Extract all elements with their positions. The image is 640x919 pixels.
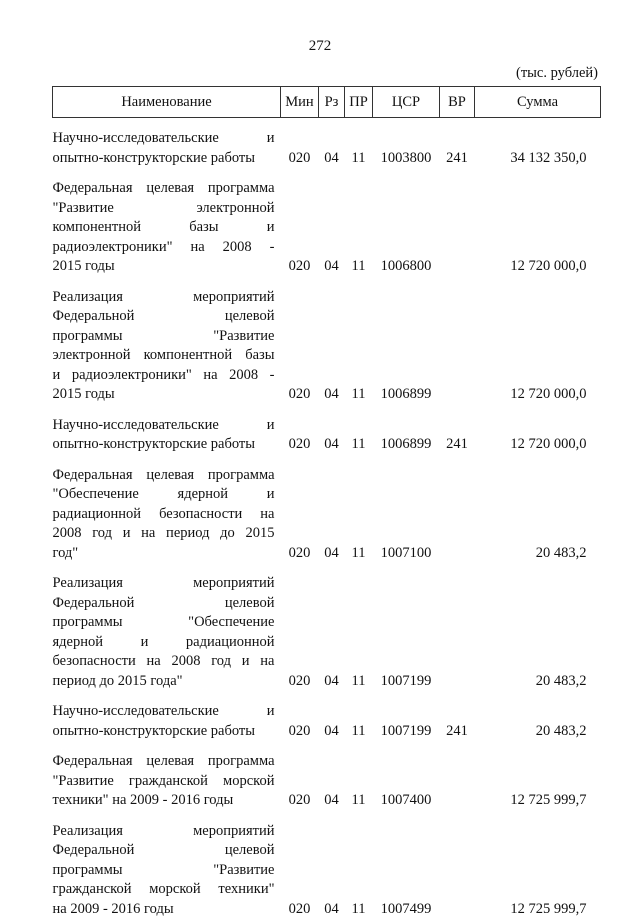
- row-pr: 11: [345, 118, 373, 169]
- row-min: 020: [281, 405, 319, 455]
- row-csr: 1007100: [373, 455, 440, 564]
- row-csr: 1006800: [373, 168, 440, 277]
- row-vr: [440, 455, 475, 564]
- header-min: Мин: [281, 87, 319, 118]
- row-rz: 04: [319, 563, 345, 691]
- name-line: Реализация мероприятий: [53, 822, 275, 842]
- row-vr: [440, 811, 475, 919]
- name-line: Научно-исследовательские и: [53, 416, 275, 436]
- row-sum: 12 725 999,7: [475, 741, 601, 811]
- row-name: [53, 811, 281, 919]
- row-csr: 1006899: [373, 405, 440, 455]
- name-line: программы "Развитие: [53, 861, 275, 881]
- row-sum: 34 132 350,0: [475, 118, 601, 169]
- row-rz: 04: [319, 168, 345, 277]
- name-line: опытно-конструкторские работы: [53, 435, 275, 455]
- row-name: [53, 741, 281, 811]
- table-header: [53, 87, 601, 118]
- row-sum: 20 483,2: [475, 455, 601, 564]
- name-line: программы "Обеспечение: [53, 613, 275, 633]
- row-vr: [440, 277, 475, 405]
- row-csr: 1007199: [373, 563, 440, 691]
- header-name: Наименование: [53, 87, 281, 118]
- header-rz: Рз: [319, 87, 345, 118]
- row-name: [53, 168, 281, 277]
- row-name: [53, 563, 281, 691]
- name-line: "Развитие гражданской морской: [53, 772, 275, 792]
- row-name: [53, 405, 281, 455]
- row-pr: 11: [345, 563, 373, 691]
- name-line: радиационной безопасности на: [53, 505, 275, 525]
- row-pr: 11: [345, 811, 373, 919]
- row-sum: 12 720 000,0: [475, 168, 601, 277]
- row-min: 020: [281, 741, 319, 811]
- row-vr: [440, 741, 475, 811]
- name-line: техники" на 2009 - 2016 годы: [53, 791, 275, 811]
- name-line: Научно-исследовательские и: [53, 702, 275, 722]
- row-rz: 04: [319, 118, 345, 169]
- row-min: 020: [281, 811, 319, 919]
- row-rz: 04: [319, 277, 345, 405]
- row-pr: 11: [345, 691, 373, 741]
- name-line: Реализация мероприятий: [53, 288, 275, 308]
- row-csr: 1007400: [373, 741, 440, 811]
- name-line: и радиоэлектроники" на 2008 -: [53, 366, 275, 386]
- name-line: 2015 годы: [53, 257, 275, 277]
- row-csr: 1007199: [373, 691, 440, 741]
- row-sum: 12 720 000,0: [475, 277, 601, 405]
- row-rz: 04: [319, 455, 345, 564]
- units-label: (тыс. рублей): [516, 65, 598, 82]
- name-line: компонентной базы и: [53, 218, 275, 238]
- page-number: 272: [0, 38, 640, 55]
- row-pr: 11: [345, 277, 373, 405]
- row-rz: 04: [319, 405, 345, 455]
- name-line: период до 2015 года": [53, 672, 275, 692]
- name-line: опытно-конструкторские работы: [53, 722, 275, 742]
- name-line: Федеральной целевой: [53, 841, 275, 861]
- name-line: Федеральной целевой: [53, 307, 275, 327]
- table-row: [53, 563, 601, 691]
- row-pr: 11: [345, 455, 373, 564]
- table-row: [53, 118, 601, 169]
- row-min: 020: [281, 118, 319, 169]
- name-line: 2015 годы: [53, 385, 275, 405]
- name-line: гражданской морской техники": [53, 880, 275, 900]
- row-min: 020: [281, 455, 319, 564]
- row-csr: 1007499: [373, 811, 440, 919]
- row-rz: 04: [319, 691, 345, 741]
- row-sum: 12 725 999,7: [475, 811, 601, 919]
- row-vr: 241: [440, 405, 475, 455]
- name-line: "Обеспечение ядерной и: [53, 485, 275, 505]
- row-pr: 11: [345, 168, 373, 277]
- row-csr: 1006899: [373, 277, 440, 405]
- name-line: радиоэлектроники" на 2008 -: [53, 238, 275, 258]
- row-vr: 241: [440, 691, 475, 741]
- table-row: [53, 741, 601, 811]
- table-row: [53, 811, 601, 919]
- name-line: Федеральной целевой: [53, 594, 275, 614]
- row-name: [53, 455, 281, 564]
- row-min: 020: [281, 168, 319, 277]
- row-min: 020: [281, 277, 319, 405]
- name-line: Федеральная целевая программа: [53, 179, 275, 199]
- row-sum: 20 483,2: [475, 691, 601, 741]
- row-name: [53, 691, 281, 741]
- name-line: электронной компонентной базы: [53, 346, 275, 366]
- row-min: 020: [281, 691, 319, 741]
- name-line: год": [53, 544, 275, 564]
- row-pr: 11: [345, 405, 373, 455]
- name-line: Федеральная целевая программа: [53, 752, 275, 772]
- row-rz: 04: [319, 811, 345, 919]
- name-line: опытно-конструкторские работы: [53, 149, 275, 169]
- name-line: программы "Развитие: [53, 327, 275, 347]
- row-vr: 241: [440, 118, 475, 169]
- header-csr: ЦСР: [373, 87, 440, 118]
- table-row: [53, 277, 601, 405]
- name-line: 2008 год и на период до 2015: [53, 524, 275, 544]
- name-line: Научно-исследовательские и: [53, 129, 275, 149]
- table-row: [53, 168, 601, 277]
- name-line: ядерной и радиационной: [53, 633, 275, 653]
- row-vr: [440, 168, 475, 277]
- row-pr: 11: [345, 741, 373, 811]
- header-pr: ПР: [345, 87, 373, 118]
- name-line: Федеральная целевая программа: [53, 466, 275, 486]
- table-row: [53, 455, 601, 564]
- header-vr: ВР: [440, 87, 475, 118]
- table-row: [53, 405, 601, 455]
- header-sum: Сумма: [475, 87, 601, 118]
- row-sum: 12 720 000,0: [475, 405, 601, 455]
- row-rz: 04: [319, 741, 345, 811]
- row-name: [53, 118, 281, 169]
- name-line: безопасности на 2008 год и на: [53, 652, 275, 672]
- row-min: 020: [281, 563, 319, 691]
- row-vr: [440, 563, 475, 691]
- table-row: [53, 691, 601, 741]
- name-line: Реализация мероприятий: [53, 574, 275, 594]
- row-name: [53, 277, 281, 405]
- budget-table: [52, 86, 601, 919]
- name-line: "Развитие электронной: [53, 199, 275, 219]
- row-sum: 20 483,2: [475, 563, 601, 691]
- row-csr: 1003800: [373, 118, 440, 169]
- name-line: на 2009 - 2016 годы: [53, 900, 275, 919]
